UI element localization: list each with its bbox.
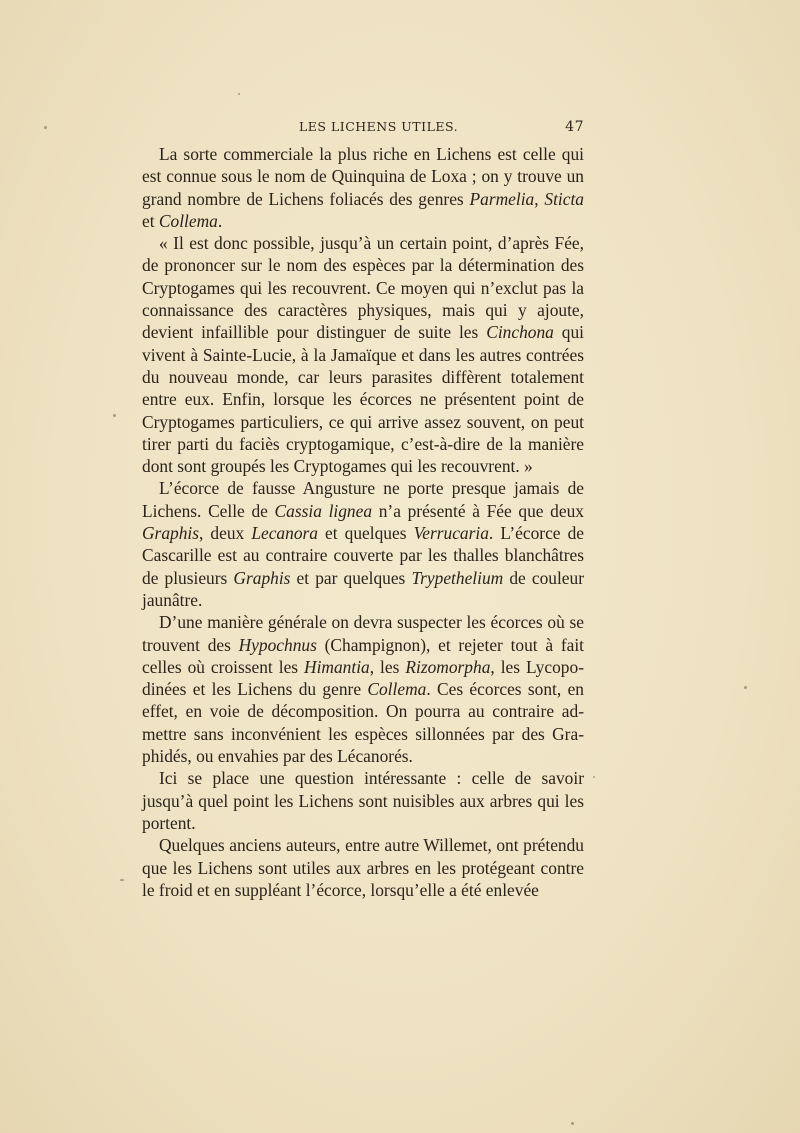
text-run: La sorte commerciale la plus riche en Lichens est celle qui est connue sous le nom de Quinquina de Loxa ; on y trouve un grand nombre de Lichens foliacés des genres — [142, 144, 584, 209]
text-run: et quelques — [317, 523, 414, 544]
text-run: « Il est donc possible, jusqu’à un certain point, d’après Fée, de prononcer sur le nom des espèces par la détermination des Cryptogames qui les recouvrent. Ce moyen qui n’exclut pas la connaissance des caractères physiques, mais qui y ajoute, devient infaillible pour distinguer de suite les — [142, 233, 584, 343]
italic-term: Trypethelium — [411, 567, 504, 588]
paragraph — [142, 767, 584, 834]
text-run: de couleur jaunâtre. — [142, 567, 584, 610]
paper-speck — [44, 126, 47, 129]
text-run: (Champignon), et rejeter tout à fait celles où croissent les — [142, 634, 584, 677]
text-run: , deux — [199, 523, 252, 544]
text-run: , les Lycopodinées et les Lichens du genre — [142, 656, 584, 700]
italic-term: Collema — [158, 210, 218, 231]
text-run: , — [534, 188, 545, 209]
paragraph — [142, 611, 584, 767]
paper-speck — [238, 93, 240, 95]
paragraph — [142, 477, 584, 611]
text-run: L’écorce de fausse Angusture ne porte presque jamais de Lichens. Celle de — [142, 478, 584, 521]
italic-term: Cinchona — [486, 322, 554, 343]
page-number: 47 — [565, 119, 584, 135]
paper-speck — [593, 776, 595, 778]
text-run: . — [217, 210, 223, 231]
running-title: LES LICHENS UTILES. — [299, 119, 459, 134]
italic-term: Himantia — [304, 656, 370, 677]
text-run: et par quelques — [290, 567, 412, 588]
body-text — [142, 143, 584, 901]
running-head — [140, 119, 584, 137]
text-run: Quelques anciens auteurs, entre autre Willemet, ont prétendu que les Lichens sont utiles aux arbres en les protégeant contre le froid et en suppléant l’écorce, lorsqu’elle a été enlevée — [142, 835, 584, 900]
italic-term: Graphis — [142, 523, 200, 544]
text-run: Ici se place une question intéressante : celle de savoir jusqu’à quel point les Lichens sont nuisibles aux arbres qui les portent. — [142, 768, 584, 833]
text-run: . Ces écorces sont, en effet, en voie de décomposition. On pourra au contraire admettre sans inconvénient les espèces sillonnées par des Graphidés, ou envahies par des Lécanorés. — [142, 679, 584, 767]
text-run: D’une manière générale on devra suspecter les écorces où se trouvent des — [142, 612, 584, 655]
paper-speck — [120, 879, 124, 881]
italic-term: Verrucaria — [413, 523, 489, 544]
paper-speck — [744, 686, 747, 689]
italic-term: Collema — [367, 679, 427, 700]
text-run: . L’écorce de Cascarille est au contraire couverte par les thalles blanchâtres de plusieurs — [142, 523, 584, 588]
text-run: qui vivent à Sainte-Lucie, à la Jamaïque et dans les autres contrées du nouveau monde, car leurs parasites diffèrent totalement entre eux. Enfin, lorsque les écorces ne présentent point de Cryptogames particuliers, ce qui arrive assez souvent, on peut tirer parti du faciès cryptogamique, c’est-à-dire de la manière dont sont groupés les Cryptogames qui les recouvrent. » — [142, 322, 584, 477]
paper-speck — [571, 1122, 574, 1125]
text-run: et — [142, 210, 159, 231]
paragraph — [142, 143, 584, 232]
italic-term: Parmelia — [469, 188, 535, 209]
paragraph — [142, 834, 584, 901]
italic-term: Rizomorpha — [405, 656, 491, 677]
paper-speck — [113, 414, 116, 417]
italic-term: Lecanora — [251, 523, 318, 544]
italic-term: Cassia lignea — [274, 500, 373, 521]
italic-term: Hypochnus — [238, 634, 317, 655]
italic-term: Graphis — [233, 567, 291, 588]
paragraph — [142, 232, 584, 477]
italic-term: Sticta — [544, 188, 584, 209]
text-run: n’a présenté à Fée que deux — [372, 500, 584, 521]
text-run: , les — [369, 656, 406, 677]
